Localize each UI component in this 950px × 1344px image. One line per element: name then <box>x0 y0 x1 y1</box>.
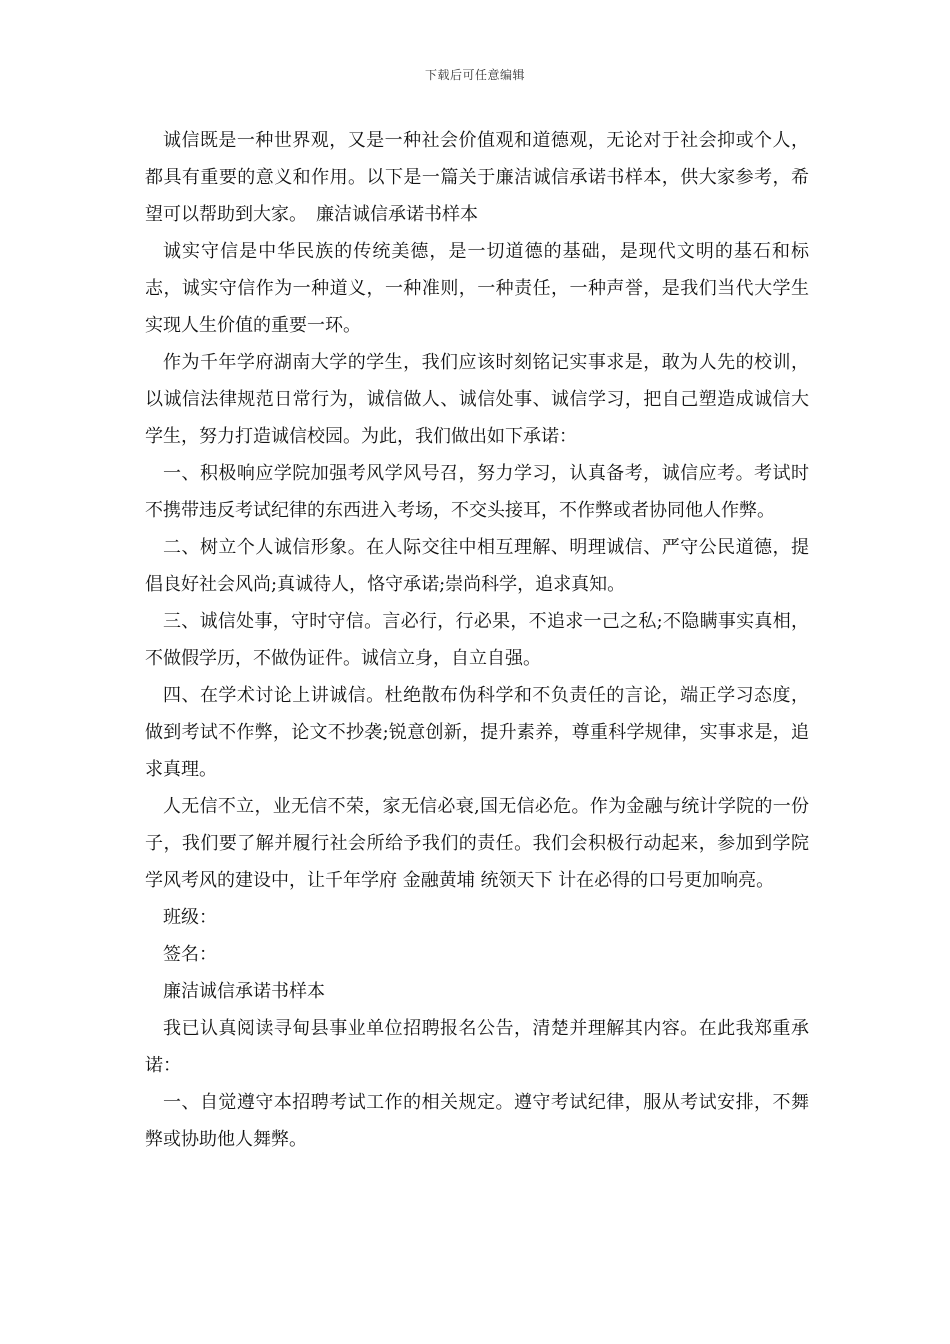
paragraph-conclusion: 人无信不立，业无信不荣，家无信必衰,国无信必危。作为金融与统计学院的一份子，我们要了解并履行社会所给予我们的责任。我们会积极行动起来，参加到学院学风考风的建设中，让千年学府 金融黄埔 统领天下 计在必得的口号更加响亮。 <box>145 796 809 891</box>
pledge-item-1: 一、积极响应学院加强考风学风号召，努力学习，认真备考，诚信应考。考试时不携带违反考试纪律的东西进入考场，不交头接耳，不作弊或者协同他人作弊。 <box>145 463 809 521</box>
paragraph-honesty: 诚实守信是中华民族的传统美德，是一切道德的基础，是现代文明的基石和标志，诚实守信作为一种道义，一种准则，一种责任，一种声誉，是我们当代大学生实现人生价值的重要一环。 <box>145 241 809 336</box>
pledge-item-3: 三、诚信处事，守时守信。言必行，行必果，不追求一己之私;不隐瞒事实真相，不做假学历，不做伪证件。诚信立身，自立自强。 <box>145 611 809 669</box>
paragraph-recruitment: 我已认真阅读寻甸县事业单位招聘报名公告，清楚并理解其内容。在此我郑重承诺： <box>145 1018 809 1076</box>
page-header: 下载后可任意编辑 <box>424 68 525 82</box>
document-body <box>145 122 809 1158</box>
paragraph-university: 作为千年学府湖南大学的学生，我们应该时刻铭记实事求是，敢为人先的校训，以诚信法律规范日常行为，诚信做人、诚信处事、诚信学习，把自己塑造成诚信大学生，努力打造诚信校园。为此，我们做出如下承诺： <box>145 352 809 447</box>
sample-title: 廉洁诚信承诺书样本 <box>163 981 325 1002</box>
pledge-item-4: 四、在学术讨论上讲诚信。杜绝散布伪科学和不负责任的言论，端正学习态度，做到考试不作弊，论文不抄袭;锐意创新，提升素养，尊重科学规律，实事求是，追求真理。 <box>145 685 809 780</box>
recruitment-item-1: 一、自觉遵守本招聘考试工作的相关规定。遵守考试纪律，服从考试安排，不舞弊或协助他人舞弊。 <box>145 1092 809 1150</box>
pledge-item-2: 二、树立个人诚信形象。在人际交往中相互理解、明理诚信、严守公民道德，提倡良好社会风尚;真诚待人，恪守承诺;崇尚科学，追求真知。 <box>145 537 809 595</box>
signature-label: 签名： <box>163 944 217 965</box>
paragraph-intro: 诚信既是一种世界观，又是一种社会价值观和道德观，无论对于社会抑或个人，都具有重要的意义和作用。以下是一篇关于廉洁诚信承诺书样本，供大家参考，希望可以帮助到大家。 廉洁诚信承诺书样本 <box>145 130 809 225</box>
class-label: 班级： <box>163 907 217 928</box>
